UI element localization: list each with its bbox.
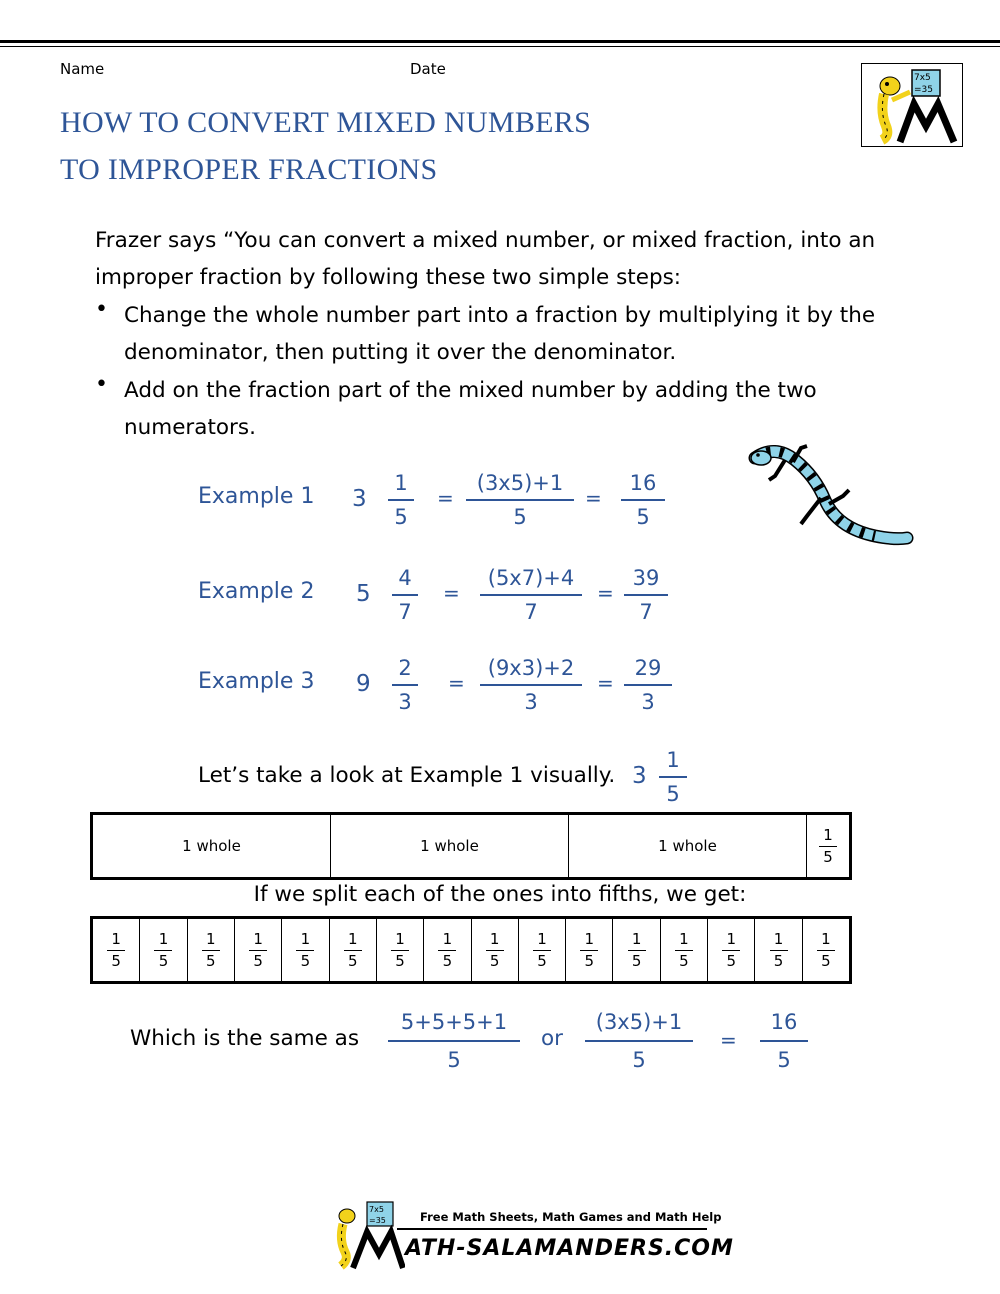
summary-f1-num: 5+5+5+1 xyxy=(400,1010,508,1034)
fifth-cell-num: 1 xyxy=(489,929,500,948)
example-expression xyxy=(480,655,582,715)
example-result-num: 39 xyxy=(632,566,660,590)
summary-f2-bar xyxy=(585,1040,693,1042)
fifth-cell xyxy=(377,919,424,981)
fifth-den: 5 xyxy=(823,847,833,866)
summary-f3-bar xyxy=(760,1040,808,1042)
fifth-cell xyxy=(566,919,613,981)
fifth-cell xyxy=(803,919,849,981)
fifth-cell-bar xyxy=(533,950,551,951)
fifth-cell-bar xyxy=(154,950,172,951)
example-result-num: 16 xyxy=(629,471,657,495)
svg-text:7x5: 7x5 xyxy=(369,1205,384,1214)
example-result xyxy=(624,565,668,625)
summary-fraction-1 xyxy=(388,1009,520,1073)
example-fraction-den: 3 xyxy=(398,689,412,714)
fifths-bar xyxy=(90,916,852,984)
fifth-cell-bar xyxy=(675,950,693,951)
example-result-bar xyxy=(624,594,668,596)
fifth-cell-num: 1 xyxy=(111,929,121,948)
whole-segment: 1 whole xyxy=(93,815,331,877)
fifth-cell xyxy=(93,919,140,981)
example-expression-den: 5 xyxy=(513,504,527,529)
example-expression-num: (9x3)+2 xyxy=(487,656,575,680)
visual-fraction xyxy=(659,747,687,807)
split-text: If we split each of the ones into fifths, we get: xyxy=(253,882,747,907)
fifth-cell-den: 5 xyxy=(253,951,263,970)
salamander-teacher-icon xyxy=(862,64,962,146)
example-fraction-num: 2 xyxy=(398,656,412,680)
fifth-cell xyxy=(282,919,329,981)
fifth-cell xyxy=(235,919,282,981)
fifth-cell-den: 5 xyxy=(537,951,547,970)
fifth-cell-num: 1 xyxy=(631,929,642,948)
fifth-cell-den: 5 xyxy=(395,951,405,970)
fifth-cell xyxy=(140,919,187,981)
footer-site: ATH-SALAMANDERS.COM xyxy=(405,1236,734,1261)
example-expression-num: (5x7)+4 xyxy=(487,566,575,590)
fifth-cell-bar xyxy=(438,950,456,951)
example-whole-number: 5 xyxy=(356,581,371,607)
example-equals: = xyxy=(443,581,460,605)
fifth-cell-num: 1 xyxy=(395,929,405,948)
fifth-cell-bar xyxy=(202,950,220,951)
fifth-cell-bar xyxy=(249,950,267,951)
bullet-2-line2: numerators. xyxy=(124,415,256,440)
fifth-cell-den: 5 xyxy=(821,951,831,970)
salamander-illustration xyxy=(745,440,915,550)
example-fraction xyxy=(392,655,418,715)
wholes-bar xyxy=(90,812,852,880)
example-whole-number: 3 xyxy=(352,486,367,512)
fifth-cell-num: 1 xyxy=(679,929,689,948)
summary-f1-den: 5 xyxy=(447,1047,461,1072)
bullet-2-line1: Add on the fraction part of the mixed number by adding the two xyxy=(124,378,817,403)
fifth-cell-num: 1 xyxy=(821,929,831,948)
fifth-cell-num: 1 xyxy=(253,929,263,948)
summary-fraction-2 xyxy=(585,1009,693,1073)
fifth-cell-den: 5 xyxy=(111,951,121,970)
fifth-cell xyxy=(424,919,471,981)
example-expression-den: 3 xyxy=(524,689,538,714)
example-result-den: 5 xyxy=(636,504,650,529)
fifth-bar xyxy=(819,846,837,847)
example-fraction-bar xyxy=(388,499,414,501)
fifth-cell-den: 5 xyxy=(584,951,595,970)
fifth-cell xyxy=(708,919,755,981)
fifth-cell xyxy=(472,919,519,981)
fifth-cell xyxy=(519,919,566,981)
fifth-cell-bar xyxy=(391,950,409,951)
footer-logo xyxy=(325,1198,734,1270)
fifth-cell xyxy=(755,919,802,981)
fifth-cell-bar xyxy=(107,950,125,951)
example-fraction-num: 1 xyxy=(394,471,408,495)
example-expression xyxy=(480,565,582,625)
summary-text: Which is the same as xyxy=(130,1026,360,1051)
fifth-cell-bar xyxy=(722,950,740,951)
example-equals: = xyxy=(437,486,454,510)
example-fraction-den: 7 xyxy=(398,599,412,624)
example-result xyxy=(624,655,672,715)
visual-fraction-den: 5 xyxy=(666,781,680,806)
name-label: Name xyxy=(60,60,105,78)
fifth-cell-den: 5 xyxy=(158,951,169,970)
fifth-cell-bar xyxy=(770,950,788,951)
fifth-cell-bar xyxy=(580,950,598,951)
fifth-cell-num: 1 xyxy=(206,929,216,948)
example-equals: = xyxy=(597,671,614,695)
summary-f3-den: 5 xyxy=(777,1047,791,1072)
fifth-cell xyxy=(188,919,235,981)
footer-tagline: Free Math Sheets, Math Games and Math Help xyxy=(420,1210,722,1224)
bullet-1-line1: Change the whole number part into a fraction by multiplying it by the xyxy=(124,303,876,328)
fifth-cell-den: 5 xyxy=(631,951,642,970)
fifth-cell xyxy=(330,919,377,981)
fifth-cell-num: 1 xyxy=(773,929,784,948)
fifth-cell-den: 5 xyxy=(442,951,453,970)
example-expression-bar xyxy=(466,499,574,501)
summary-f1-bar xyxy=(388,1040,520,1042)
example-result-num: 29 xyxy=(634,656,662,680)
visual-fraction-num: 1 xyxy=(666,748,680,772)
example-result-den: 7 xyxy=(639,599,653,624)
summary-f3-num: 16 xyxy=(770,1010,798,1034)
summary-or: or xyxy=(541,1026,563,1051)
bullet-1-line2: denominator, then putting it over the denominator. xyxy=(124,340,677,365)
example-result-bar xyxy=(624,684,672,686)
visual-whole-number: 3 xyxy=(632,763,647,789)
whole-segment: 1 whole xyxy=(331,815,569,877)
fifth-cell-bar xyxy=(817,950,835,951)
example-label: Example 3 xyxy=(198,669,315,694)
footer-rule xyxy=(397,1228,707,1230)
fifth-cell-den: 5 xyxy=(300,951,311,970)
fifth-cell-num: 1 xyxy=(158,929,169,948)
date-label: Date xyxy=(410,60,446,78)
fifth-cell-den: 5 xyxy=(773,951,784,970)
fifth-cell-num: 1 xyxy=(442,929,453,948)
svg-text:=35: =35 xyxy=(914,85,933,95)
fifth-cell-den: 5 xyxy=(489,951,500,970)
summary-f2-num: (3x5)+1 xyxy=(595,1010,683,1034)
example-fraction-num: 4 xyxy=(398,566,412,590)
example-fraction-bar xyxy=(392,594,418,596)
intro-line1: Frazer says “You can convert a mixed number, or mixed fraction, into an xyxy=(95,228,876,253)
bullet-1-marker: • xyxy=(95,297,108,322)
fifth-cell-num: 1 xyxy=(584,929,595,948)
intro-line2: improper fraction by following these two simple steps: xyxy=(95,265,682,290)
fifth-cell-bar xyxy=(296,950,314,951)
fifth-cell-num: 1 xyxy=(347,929,358,948)
example-label: Example 2 xyxy=(198,579,315,604)
visual-intro-text: Let’s take a look at Example 1 visually. xyxy=(198,763,616,788)
example-expression-num: (3x5)+1 xyxy=(476,471,564,495)
example-result xyxy=(621,470,665,530)
svg-text:=35: =35 xyxy=(369,1216,386,1225)
header-logo xyxy=(861,63,963,147)
example-fraction xyxy=(392,565,418,625)
summary-f2-den: 5 xyxy=(632,1047,646,1072)
svg-text:7x5: 7x5 xyxy=(914,73,931,83)
example-equals: = xyxy=(448,671,465,695)
fifth-cell-den: 5 xyxy=(679,951,689,970)
example-fraction-bar xyxy=(392,684,418,686)
example-expression-bar xyxy=(480,594,582,596)
page-title-line2: TO IMPROPER FRACTIONS xyxy=(60,153,438,186)
fifth-cell-num: 1 xyxy=(300,929,311,948)
page-title-line1: HOW TO CONVERT MIXED NUMBERS xyxy=(60,106,592,139)
fifth-cell-den: 5 xyxy=(726,951,736,970)
top-border-thin xyxy=(0,46,1000,47)
example-result-bar xyxy=(621,499,665,501)
summary-equals: = xyxy=(720,1028,737,1052)
example-expression-den: 7 xyxy=(524,599,538,624)
visual-fraction-bar xyxy=(659,776,687,778)
top-border-thick xyxy=(0,40,1000,43)
fifth-cell-bar xyxy=(344,950,362,951)
fifth-cell-bar xyxy=(628,950,646,951)
fifth-cell-bar xyxy=(486,950,504,951)
fifth-cell-den: 5 xyxy=(206,951,216,970)
fifth-cell xyxy=(661,919,708,981)
fifth-cell-num: 1 xyxy=(537,929,547,948)
example-equals: = xyxy=(585,486,602,510)
fifth-num: 1 xyxy=(823,825,833,844)
fifth-cell xyxy=(613,919,660,981)
summary-fraction-3 xyxy=(760,1009,808,1073)
fifth-cell-num: 1 xyxy=(726,929,736,948)
footer-salamander-icon xyxy=(325,1198,405,1270)
bullet-2-marker: • xyxy=(95,372,108,397)
whole-segment: 1 whole xyxy=(569,815,807,877)
fifth-cell-den: 5 xyxy=(347,951,358,970)
example-label: Example 1 xyxy=(198,484,315,509)
fifth-segment xyxy=(807,815,849,877)
example-expression-bar xyxy=(480,684,582,686)
example-expression xyxy=(466,470,574,530)
example-fraction xyxy=(388,470,414,530)
example-fraction-den: 5 xyxy=(394,504,408,529)
example-whole-number: 9 xyxy=(356,671,371,697)
example-equals: = xyxy=(597,581,614,605)
example-result-den: 3 xyxy=(641,689,655,714)
